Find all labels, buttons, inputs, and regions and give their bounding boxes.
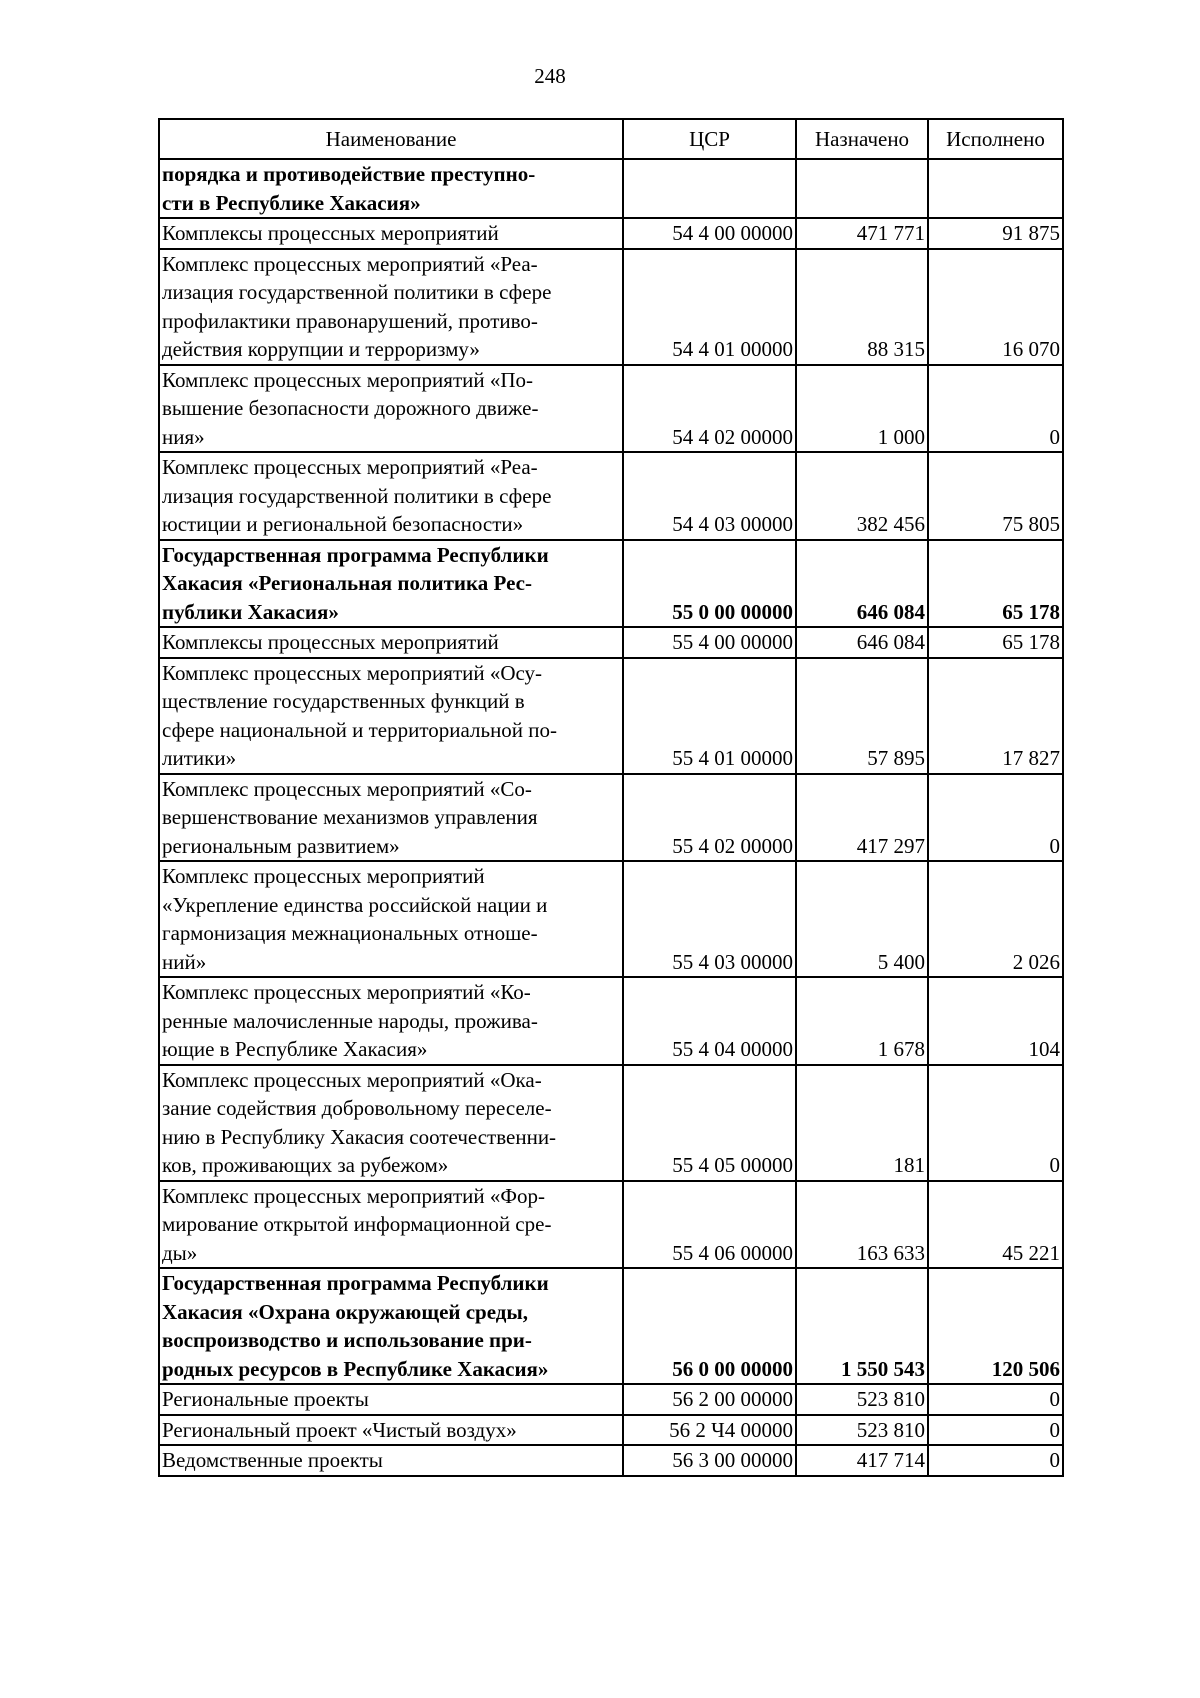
row-code: 54 4 02 00000	[623, 365, 796, 453]
row-executed: 17 827	[928, 658, 1063, 774]
row-planned: 163 633	[796, 1181, 928, 1269]
row-executed: 104	[928, 977, 1063, 1065]
row-name: Комплекс процессных мероприятий «Со- вершенствование механизмов управления региональным развитием»	[159, 774, 623, 862]
header-name: Наименование	[159, 119, 623, 159]
row-code: 55 4 04 00000	[623, 977, 796, 1065]
row-name: Комплексы процессных мероприятий	[159, 218, 623, 249]
table-row	[159, 627, 1063, 658]
row-name: Государственная программа Республики Хакасия «Региональная политика Рес- публики Хакасия»	[159, 540, 623, 628]
row-executed: 0	[928, 1445, 1063, 1476]
row-planned: 523 810	[796, 1415, 928, 1446]
row-planned: 646 084	[796, 627, 928, 658]
row-planned: 181	[796, 1065, 928, 1181]
table-row	[159, 1384, 1063, 1415]
row-planned: 5 400	[796, 861, 928, 977]
row-planned: 417 714	[796, 1445, 928, 1476]
row-name: Комплекс процессных мероприятий «Ока- зание содействия добровольному переселе- нию в Республику Хакасия соотечественни- ков, проживающих за рубежом»	[159, 1065, 623, 1181]
row-planned: 1 000	[796, 365, 928, 453]
table-row	[159, 1268, 1063, 1384]
row-name: Комплексы процессных мероприятий	[159, 627, 623, 658]
row-executed: 0	[928, 1384, 1063, 1415]
table-row	[159, 249, 1063, 365]
row-code: 55 4 00 00000	[623, 627, 796, 658]
row-code: 55 0 00 00000	[623, 540, 796, 628]
row-code: 55 4 03 00000	[623, 861, 796, 977]
row-name: Комплекс процессных мероприятий «Фор- мирование открытой информационной сре- ды»	[159, 1181, 623, 1269]
row-name: Комплекс процессных мероприятий «Ко- ренные малочисленные народы, прожива- ющие в Республике Хакасия»	[159, 977, 623, 1065]
row-name: Ведомственные проекты	[159, 1445, 623, 1476]
header-planned: Назначено	[796, 119, 928, 159]
row-name: Комплекс процессных мероприятий «Осу- ществление государственных функций в сфере национальной и территориальной по- литики»	[159, 658, 623, 774]
row-code: 54 4 03 00000	[623, 452, 796, 540]
row-planned: 471 771	[796, 218, 928, 249]
table-body	[159, 159, 1063, 1476]
row-executed: 16 070	[928, 249, 1063, 365]
row-name: порядка и противодействие преступно- сти в Республике Хакасия»	[159, 159, 623, 218]
table-row	[159, 774, 1063, 862]
table-row	[159, 1415, 1063, 1446]
row-code: 55 4 01 00000	[623, 658, 796, 774]
table-row	[159, 1065, 1063, 1181]
table-row	[159, 1445, 1063, 1476]
header-code: ЦСР	[623, 119, 796, 159]
row-executed	[928, 159, 1063, 218]
row-name: Комплекс процессных мероприятий «По- вышение безопасности дорожного движе- ния»	[159, 365, 623, 453]
table-row	[159, 1181, 1063, 1269]
table-row	[159, 159, 1063, 218]
row-planned: 382 456	[796, 452, 928, 540]
row-planned: 1 550 543	[796, 1268, 928, 1384]
row-code: 55 4 02 00000	[623, 774, 796, 862]
row-planned: 57 895	[796, 658, 928, 774]
row-executed: 65 178	[928, 627, 1063, 658]
row-executed: 0	[928, 774, 1063, 862]
table-row	[159, 861, 1063, 977]
table-header-row	[159, 119, 1063, 159]
row-planned: 417 297	[796, 774, 928, 862]
row-code: 56 3 00 00000	[623, 1445, 796, 1476]
table-row	[159, 977, 1063, 1065]
row-planned: 88 315	[796, 249, 928, 365]
row-name: Региональный проект «Чистый воздух»	[159, 1415, 623, 1446]
row-code: 56 0 00 00000	[623, 1268, 796, 1384]
row-name: Региональные проекты	[159, 1384, 623, 1415]
row-code: 54 4 01 00000	[623, 249, 796, 365]
row-name: Комплекс процессных мероприятий «Укрепление единства российской нации и гармонизация межнациональных отноше- ний»	[159, 861, 623, 977]
row-code: 55 4 05 00000	[623, 1065, 796, 1181]
row-code	[623, 159, 796, 218]
row-code: 54 4 00 00000	[623, 218, 796, 249]
budget-table	[158, 118, 1064, 1477]
row-planned	[796, 159, 928, 218]
page-number: 248	[534, 64, 566, 88]
row-executed: 65 178	[928, 540, 1063, 628]
row-code: 56 2 Ч4 00000	[623, 1415, 796, 1446]
table-row	[159, 540, 1063, 628]
row-executed: 2 026	[928, 861, 1063, 977]
table-row	[159, 452, 1063, 540]
row-planned: 1 678	[796, 977, 928, 1065]
row-executed: 91 875	[928, 218, 1063, 249]
row-executed: 0	[928, 365, 1063, 453]
row-name: Государственная программа Республики Хакасия «Охрана окружающей среды, воспроизводство и использование при- родных ресурсов в Республике Хакасия»	[159, 1268, 623, 1384]
table-row	[159, 658, 1063, 774]
row-executed: 75 805	[928, 452, 1063, 540]
row-planned: 646 084	[796, 540, 928, 628]
row-executed: 0	[928, 1415, 1063, 1446]
header-executed: Исполнено	[928, 119, 1063, 159]
row-name: Комплекс процессных мероприятий «Реа- лизация государственной политики в сфере юстиции и региональной безопасности»	[159, 452, 623, 540]
row-executed: 0	[928, 1065, 1063, 1181]
table-row	[159, 218, 1063, 249]
row-code: 56 2 00 00000	[623, 1384, 796, 1415]
table-row	[159, 365, 1063, 453]
row-executed: 45 221	[928, 1181, 1063, 1269]
row-executed: 120 506	[928, 1268, 1063, 1384]
row-code: 55 4 06 00000	[623, 1181, 796, 1269]
row-name: Комплекс процессных мероприятий «Реа- лизация государственной политики в сфере профилактики правонарушений, противо- действия коррупции и терроризму»	[159, 249, 623, 365]
row-planned: 523 810	[796, 1384, 928, 1415]
